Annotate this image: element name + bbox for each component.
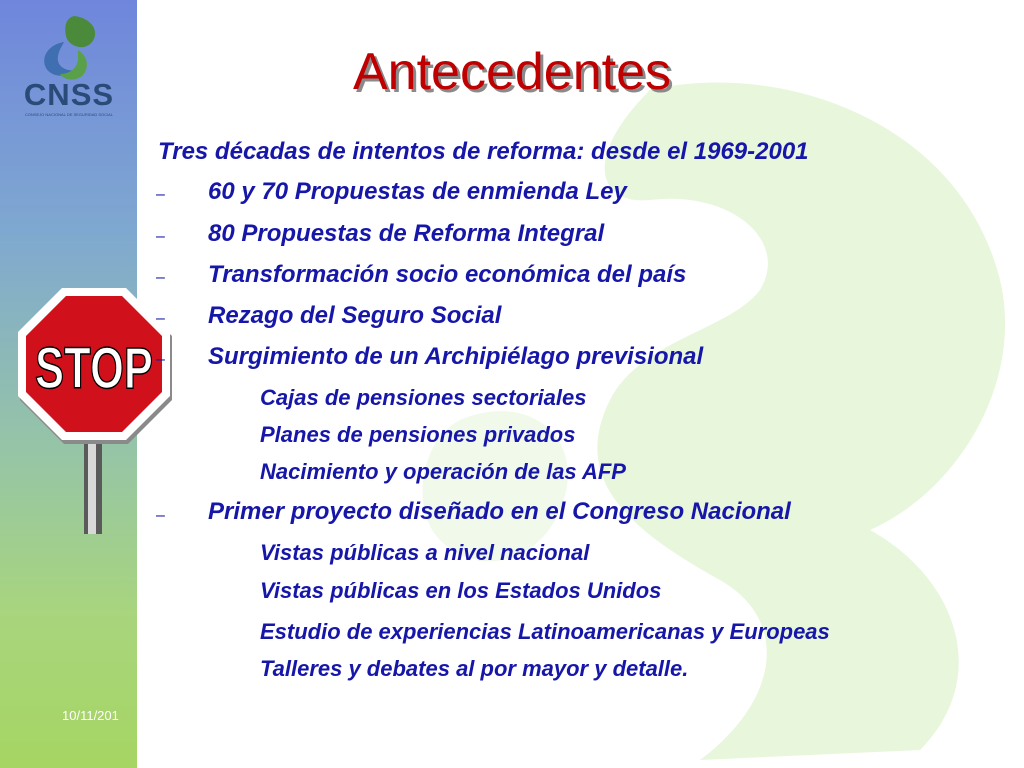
stop-sign-icon [16, 288, 174, 540]
bullet-dash: – [156, 186, 165, 203]
sub-list-item: Nacimiento y operación de las AFP [260, 459, 626, 484]
list-item: 80 Propuestas de Reforma Integral [208, 220, 605, 247]
logo-text: CNSS [23, 77, 115, 112]
bullet-dash: – [156, 507, 165, 524]
stop-sign-text: STOP [35, 336, 153, 401]
sub-list-item: Planes de pensiones privados [260, 422, 576, 447]
sub-list-item: Talleres y debates al por mayor y detalle. [260, 656, 689, 681]
list-item: Primer proyecto diseñado en el Congreso Nacional [208, 498, 791, 525]
list-item: Rezago del Seguro Social [208, 302, 502, 329]
sub-list-item: Vistas públicas a nivel nacional [260, 540, 590, 565]
bullet-dash: – [156, 269, 165, 286]
sub-list-item: Estudio de experiencias Latinoamericanas y Europeas [260, 619, 830, 644]
intro-text: Tres décadas de intentos de reforma: desde el 1969-2001 [158, 138, 809, 165]
slide-title: Antecedentes [352, 43, 672, 101]
list-item: Transformación socio económica del país [208, 261, 687, 288]
bullet-dash: – [156, 351, 165, 368]
list-item: Surgimiento de un Archipiélago previsional [208, 343, 704, 370]
list-item: 60 y 70 Propuestas de enmienda Ley [208, 178, 627, 205]
sub-list-item: Vistas públicas en los Estados Unidos [260, 578, 662, 603]
slide-date: 10/11/201 [62, 708, 119, 723]
bullet-dash: – [156, 310, 165, 327]
logo-subtext: CONSEJO NACIONAL DE SEGURIDAD SOCIAL [24, 112, 114, 117]
bullet-dash: – [156, 228, 165, 245]
sub-list-item: Cajas de pensiones sectoriales [260, 385, 587, 410]
